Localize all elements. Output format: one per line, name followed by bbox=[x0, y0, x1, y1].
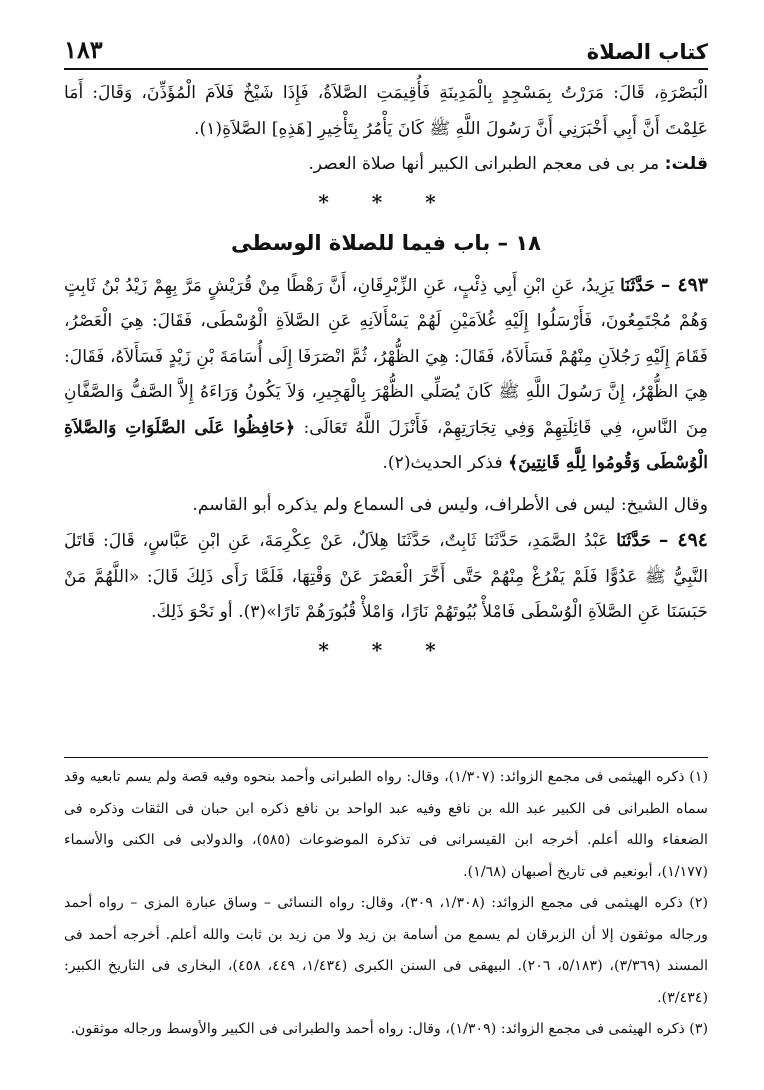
footnotes bbox=[64, 757, 708, 1046]
running-head bbox=[64, 30, 708, 70]
section-divider-stars: * * * bbox=[318, 189, 454, 214]
chapter-heading: ١٨ – باب فيما للصلاة الوسطى bbox=[231, 231, 541, 255]
footnote-1: (١) ذكره الهيثمى فى مجمع الزوائد: (١/٣٠٧)، وقال: رواه الطبرانى وأحمد بنحوه وفيه قصة ولم يسم تابعيه وقد سماه الطبرانى فى الكبير عبد الله بن نافع وفيه عبد الواحد بن نافع ذكره ابن حبان فى الثقات وذكره فى الضعفاء والله أعلم. أخرجه ابن القيسرانى فى تذكرة الموضوعات (٥٨٥)، والدولابى فى الكنى والأسماء (١/١٧٧)، أبونعيم فى تاريخ أصبهان (١/٦٨). bbox=[64, 769, 708, 880]
hadith-text: عَبْدُ الصَّمَدِ، حَدَّثَنَا ثَابِتٌ، حَدَّثَنَا هِلاَلٌ، عَنْ عِكْرِمَةَ، عَنِ ابْنِ عَبَّاسٍ، قَالَ: قَاتَلَ النَّبِيُّ ﷺ عَدُوًّا فَلَمْ يَفْرُغْ مِنْهُمْ حَتَّى أَخَّرَ الْعَصْرَ عَنْ وَقْتِهَا، فَلَمَّا رَأَى ذَلِكَ قَالَ: «اللَّهُمَّ مَنْ حَبَسَنَا عَنِ الصَّلاَةِ الْوُسْطَى فَامْلأْ بُيُوتَهُمْ نَارًا، وَامْلأْ قُبُورَهُمْ نَارًا»(٣). أو نَحْوَ ذَلِكَ. bbox=[64, 531, 708, 622]
main-text bbox=[64, 76, 708, 672]
hadith-chain-start: حَدَّثَنَا bbox=[616, 531, 652, 551]
hadith-494 bbox=[64, 523, 708, 631]
hadith-text: يَزِيدُ، عَنِ ابْنِ أَبِي ذِئْبٍ، عَنِ الزِّبْرِقَانِ، أَنَّ رَهْطًا مِنْ قُرَيْشٍ مَرَّ بِهِمْ زَيْدُ بْنُ ثَابِتٍ وَهُمْ مُجْتَمِعُونَ، فَأَرْسَلُوا إِلَيْهِ غُلاَمَيْنِ لَهُمْ يَسْأَلاَنِهِ عَنِ الصَّلاَةِ الْوُسْطَى، فَقَالَ: هِيَ الْعَصْرُ، فَقَامَ إِلَيْهِ رَجُلاَنِ مِنْهُمْ فَسَأَلاَهُ، فَقَالَ: هِيَ الظُّهْرُ، ثُمَّ انْصَرَفَا إِلَى أُسَامَةَ بْنِ زَيْدٍ فَسَأَلاَهُ، فَقَالَ: هِيَ الظُّهْرُ، إِنَّ رَسُولَ اللَّهِ ﷺ كَانَ يُصَلِّي الظُّهْرَ بِالْهَجِيرِ، وَلاَ يَكُونُ وَرَاءَهُ إِلاَّ الصَّفُّ وَالصَّفَّانِ مِنَ النَّاسِ، فِي قَائِلَتِهِمْ وَفِي تِجَارَتِهِمْ، فَأَنْزَلَ اللَّهُ تَعَالَى: bbox=[64, 275, 709, 438]
qult-text: مر بى فى معجم الطبرانى الكبير أنها صلاة العصر. bbox=[308, 154, 660, 174]
book-title: كتاب الصلاة bbox=[586, 40, 708, 64]
page-number: ١٨٣ bbox=[64, 35, 103, 64]
footnote-2: (٢) ذكره الهيثمى فى مجمع الزوائد: (١/٣٠٨، ٣٠٩)، وقال: رواه النسائى – وساق عبارة المزى – رواه أحمد ورجاله موثقون إلا أن الزبرقان لم يسمع من أسامة بن زيد ولا من زيد بن ثابت والله أعلم. أخرجه أحمد فى المسند (٣/٣٦٩)، (٥/١٨٣، ٢٠٦). البيهقى فى السنن الكبرى (١/٤٣٤، ٤٤٩، ٤٥٨)، البخارى فى التاريخ الكبير: (٣/٤٣٤). bbox=[64, 895, 709, 1006]
shaykh-note: وقال الشيخ: ليس فى الأطراف، وليس فى السماع ولم يذكره أبو القاسم. bbox=[192, 494, 708, 515]
quran-verse: ﴿حَافِظُوا عَلَى الصَّلَوَاتِ وَالصَّلاَةِ الْوُسْطَى وَقُومُوا لِلَّهِ قَانِتِينَ﴾ bbox=[64, 417, 708, 473]
hadith-493 bbox=[64, 268, 708, 482]
hadith-number: ٤٩٣ – bbox=[660, 273, 709, 296]
section-divider-stars: * * * bbox=[318, 637, 454, 662]
hadith-tail: فذكر الحديث(٢). bbox=[382, 453, 503, 473]
paragraph-continuation: الْبَصْرَةِ، قَالَ: مَرَرْتُ بِمَسْجِدٍ بِالْمَدِينَةِ فَأُقِيمَتِ الصَّلاَةُ، فَإِذَا شَيْخٌ فَلاَمَ الْمُؤَذِّنَ، وَقَالَ: أَمَا عَلِمْتَ أَنَّ أَبِي أَخْبَرَنِي أَنَّ رَسُولَ اللَّهِ ﷺ كَانَ يَأْمُرُ بِتَأْخِيرِ [هَذِهِ] الصَّلاَةِ(١). bbox=[64, 83, 708, 139]
hadith-number: ٤٩٤ – bbox=[658, 529, 708, 551]
qult-paragraph bbox=[64, 147, 708, 183]
footnote-3: (٣) ذكره الهيثمى فى مجمع الزوائد: (١/٣٠٩)، وقال: رواه أحمد والطبرانى فى الكبير والأوسط ورجاله موثقون. bbox=[70, 1021, 708, 1037]
qult-label: قلت: bbox=[664, 154, 708, 174]
hadith-chain-start: حَدَّثَنَا bbox=[620, 275, 655, 296]
